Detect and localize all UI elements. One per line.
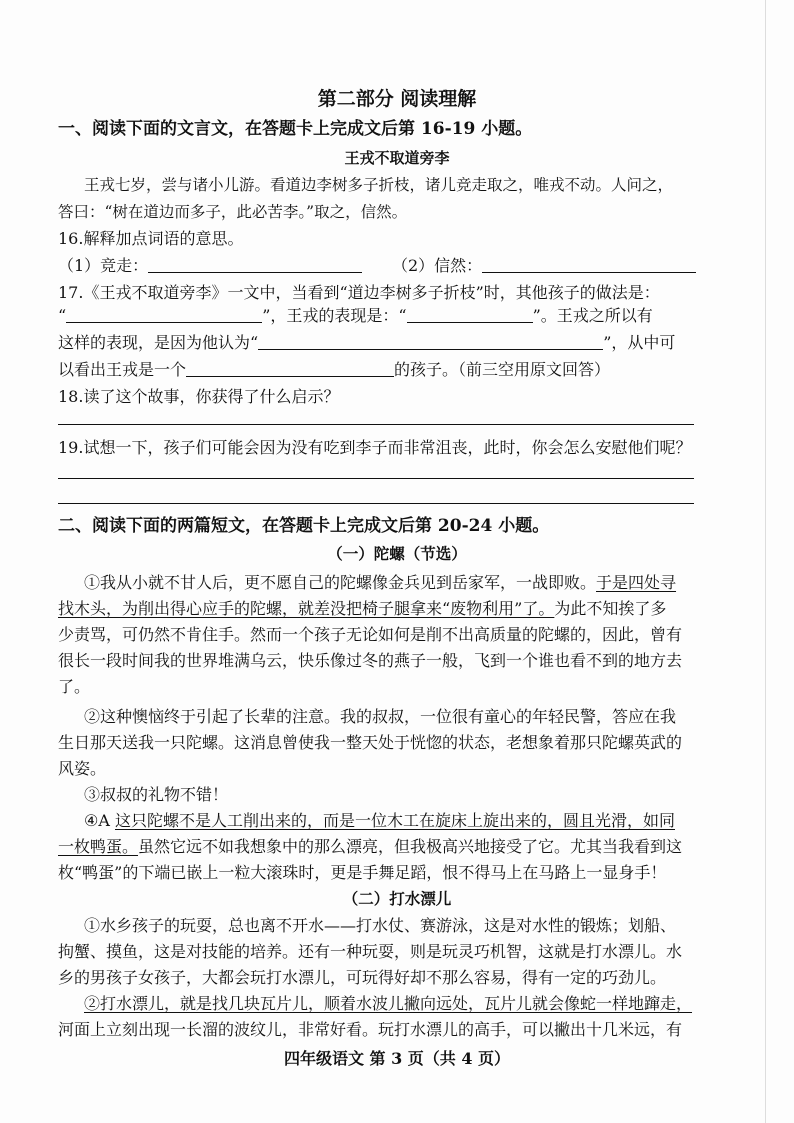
q17-text: 的孩子。（前三空用原文回答） (394, 360, 611, 379)
underlined-span: 于是四处寻 (596, 573, 677, 592)
page-footer: 四年级语文 第 3 页（共 4 页） (283, 1049, 511, 1068)
paragraph-line: ①水乡孩子的玩耍，总也离不开水——打水仗、赛游泳，这是对水性的锻炼；划船、 (84, 916, 677, 935)
paragraph-line: 拘蟹、摸鱼，这是对技能的培养。还有一种玩耍，则是玩灵巧机智，这就是打水漂儿。水 (58, 942, 683, 961)
paragraph-line: 生日那天送我一只陀螺。这消息曾使我一整天处于恍惚的状态，老想象着那只陀螺英武的 (58, 733, 683, 752)
paragraph-line (58, 836, 682, 858)
answer-line[interactable] (58, 424, 694, 425)
paragraph-line: ③叔叔的礼物不错！ (84, 785, 229, 804)
q17-text: ”，王戎的表现是：“ (262, 306, 407, 325)
paragraph-line: 少责骂，可仍然不肯住手。然而一个孩子无论如何是削不出高质量的陀螺的，因此，曾有 (58, 625, 683, 644)
question-17: 17.《王戎不取道旁李》一文中，当看到“道边李树多子折枝”时，其他孩子的做法是： (58, 283, 660, 302)
answer-line[interactable] (58, 478, 694, 479)
paragraph-line: 枚“鸭蛋”的下端已嵌上一粒大滚珠时，更是手舞足蹈，恨不得马上在马路上一显身手！ (58, 863, 667, 882)
text1-title: （一）陀螺（节选） (327, 544, 467, 563)
q17-text: 这样的表现，是因为他认为“ (58, 333, 259, 352)
paragraph-line: ②打水漂儿，就是找几块瓦片儿，顺着水波儿撇向远处，瓦片儿就会像蛇一样地蹿走， (84, 994, 693, 1013)
paragraph-line (58, 598, 666, 620)
part-title: 第二部分 阅读理解 (317, 88, 477, 110)
answer-blank[interactable] (258, 333, 603, 350)
paragraph-line: 河面上立刻出现一长溜的波纹儿，非常好看。玩打水漂儿的高手，可以撇出十几米远，有 (58, 1020, 683, 1039)
text-span: 为此不知挨了多 (554, 599, 667, 618)
question-17-line (58, 359, 610, 381)
text-span: 虽然它远不如我想象中的那么漂亮，但我极高兴地接受了它。尤其当我看到这 (138, 837, 683, 856)
passage-line: 王戎七岁，尝与诸小儿游。看道边李树多子折枝，诸儿竞走取之，唯戎不动。人问之， (84, 176, 674, 194)
question-17-line (58, 305, 653, 327)
text2-title: （二）打水漂儿 (342, 889, 452, 908)
underlined-span: 一枚鸭蛋。 (58, 837, 139, 856)
text-span: ④A (84, 811, 115, 830)
section2-heading: 二、阅读下面的两篇短文，在答题卡上完成文后第 20-24 小题。 (58, 516, 550, 536)
text-span: ①我从小就不甘人后，更不愿自己的陀螺像金兵见到岳家军，一战即败。 (84, 573, 597, 592)
question-18: 18.读了这个故事，你获得了什么启示？ (58, 387, 340, 406)
paragraph-line: 风姿。 (58, 759, 107, 778)
question-19: 19.试想一下，孩子们可能会因为没有吃到李子而非常沮丧，此时，你会怎么安慰他们呢？ (58, 438, 692, 457)
answer-blank[interactable] (482, 256, 696, 273)
paragraph-line (84, 810, 675, 832)
underlined-span: 这只陀螺不是人工削出来的，而是一位木工在旋床上旋出来的，圆且光滑，如同 (114, 811, 675, 830)
paragraph-line: ②这种懊恼终于引起了长辈的注意。我的叔叔，一位很有童心的年轻民警，答应在我 (84, 707, 677, 726)
q17-text: ”。王戎之所以有 (532, 306, 653, 325)
answer-blank[interactable] (407, 306, 533, 323)
question-16-item-2 (392, 255, 696, 277)
answer-blank[interactable] (148, 256, 362, 273)
question-16: 16.解释加点词语的意思。 (58, 229, 244, 248)
q16-label-1: （1）竞走： (58, 256, 149, 275)
paragraph-line (84, 572, 676, 594)
passage-line: 答曰：“树在道边而多子，此必苦李。”取之，信然。 (58, 203, 408, 221)
q17-text: ”，从中可 (603, 333, 676, 352)
quote-open: “ (58, 306, 67, 325)
question-16-item-1 (58, 255, 362, 277)
underlined-span: 找木头，为削出得心应手的陀螺，就差没把椅子腿拿来“废物利用”了。 (58, 599, 555, 618)
section1-heading: 一、阅读下面的文言文，在答题卡上完成文后第 16-19 小题。 (58, 119, 533, 139)
q17-text: 以看出王戎是一个 (58, 360, 187, 379)
passage-title: 王戎不取道旁李 (344, 149, 450, 167)
answer-line[interactable] (58, 503, 694, 504)
paragraph-line: 很长一段时间我的世界堆满乌云，快乐像过冬的燕子一般，飞到一个谁也看不到的地方去 (58, 651, 683, 670)
paragraph-line: 了。 (58, 677, 91, 696)
question-17-line (58, 332, 675, 354)
answer-blank[interactable] (186, 360, 394, 377)
q16-label-2: （2）信然： (392, 256, 483, 275)
answer-blank[interactable] (66, 306, 262, 323)
paragraph-line: 乡的男孩子女孩子，大都会玩打水漂儿，可玩得好却不那么容易，得有一定的巧劲儿。 (58, 968, 667, 987)
